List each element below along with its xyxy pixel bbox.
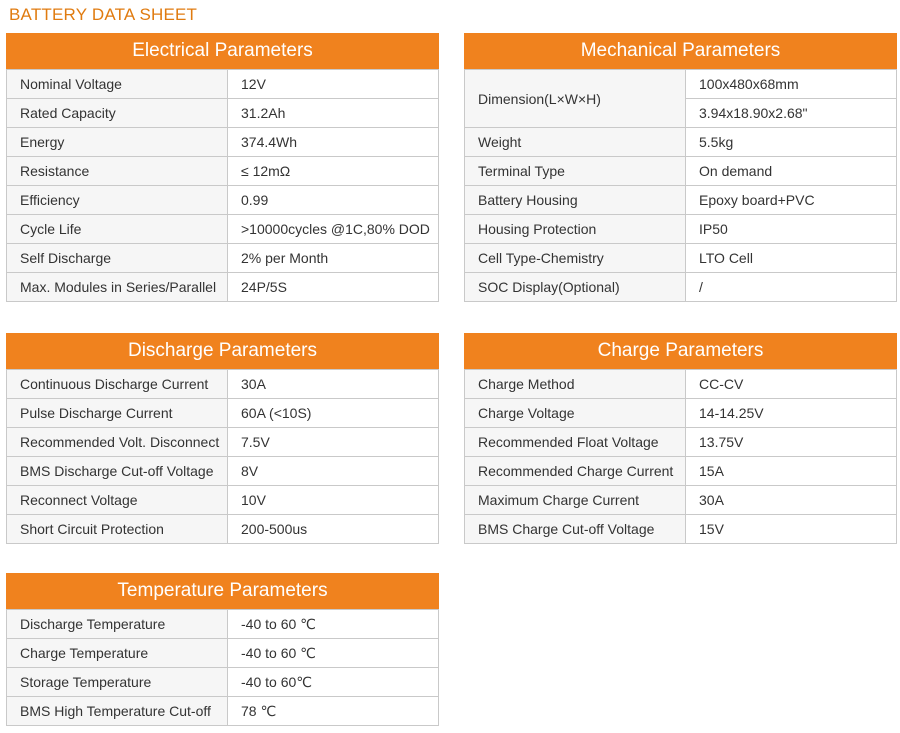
- row-value: 14-14.25V: [686, 399, 897, 428]
- row-label: Short Circuit Protection: [7, 515, 228, 544]
- row-value: 31.2Ah: [228, 99, 439, 128]
- row-value: 374.4Wh: [228, 128, 439, 157]
- row-label: Energy: [7, 128, 228, 157]
- row-value: 0.99: [228, 186, 439, 215]
- table-row: [7, 157, 439, 186]
- row-label: BMS Charge Cut-off Voltage: [465, 515, 686, 544]
- discharge-parameters-panel: [6, 333, 439, 544]
- mechanical-parameters-header: Mechanical Parameters: [464, 33, 897, 69]
- row-label: Storage Temperature: [7, 668, 228, 697]
- row-value: 15A: [686, 457, 897, 486]
- row-label: Discharge Temperature: [7, 610, 228, 639]
- table-row: [7, 273, 439, 302]
- row-label: Efficiency: [7, 186, 228, 215]
- table-row: [7, 639, 439, 668]
- table-row: [465, 399, 897, 428]
- row-label: Rated Capacity: [7, 99, 228, 128]
- row-label: Reconnect Voltage: [7, 486, 228, 515]
- table-row: [465, 273, 897, 302]
- row-label: Terminal Type: [465, 157, 686, 186]
- row-label: Max. Modules in Series/Parallel: [7, 273, 228, 302]
- row-label: Recommended Charge Current: [465, 457, 686, 486]
- row-value: 30A: [228, 370, 439, 399]
- charge-parameters-table: [464, 369, 897, 544]
- row-value: 8V: [228, 457, 439, 486]
- mechanical-parameters-panel: [464, 33, 897, 302]
- row-value: 13.75V: [686, 428, 897, 457]
- table-row: [465, 428, 897, 457]
- table-row: [7, 215, 439, 244]
- table-row: [465, 215, 897, 244]
- row-label: Dimension(L×W×H): [465, 70, 686, 128]
- row-value: 78 ℃: [228, 697, 439, 726]
- row-value: On demand: [686, 157, 897, 186]
- row-label: Recommended Float Voltage: [465, 428, 686, 457]
- row-value: -40 to 60 ℃: [228, 639, 439, 668]
- row-value: 2% per Month: [228, 244, 439, 273]
- table-row: [7, 697, 439, 726]
- row-value: ≤ 12mΩ: [228, 157, 439, 186]
- row-label: Weight: [465, 128, 686, 157]
- row-value: 5.5kg: [686, 128, 897, 157]
- row-value: 12V: [228, 70, 439, 99]
- row-value: 30A: [686, 486, 897, 515]
- row-value: 3.94x18.90x2.68": [686, 99, 897, 128]
- electrical-parameters-panel: [6, 33, 439, 302]
- mechanical-parameters-table: [464, 69, 897, 302]
- temperature-parameters-header: Temperature Parameters: [6, 573, 439, 609]
- electrical-parameters-header: Electrical Parameters: [6, 33, 439, 69]
- table-row: [7, 70, 439, 99]
- row-value: Epoxy board+PVC: [686, 186, 897, 215]
- table-row: [7, 515, 439, 544]
- row-label: Pulse Discharge Current: [7, 399, 228, 428]
- table-row: [7, 428, 439, 457]
- row-value: 60A (<10S): [228, 399, 439, 428]
- row-value: 200-500us: [228, 515, 439, 544]
- row-value: CC-CV: [686, 370, 897, 399]
- table-row: [7, 186, 439, 215]
- table-row: [465, 157, 897, 186]
- electrical-parameters-table: [6, 69, 439, 302]
- row-value: >10000cycles @1C,80% DOD: [228, 215, 439, 244]
- table-row: [465, 186, 897, 215]
- row-label: BMS High Temperature Cut-off: [7, 697, 228, 726]
- table-row: [465, 515, 897, 544]
- row-value: /: [686, 273, 897, 302]
- table-row: [7, 668, 439, 697]
- table-row: [465, 244, 897, 273]
- row-value: 100x480x68mm: [686, 70, 897, 99]
- table-row: [7, 457, 439, 486]
- row-value: 24P/5S: [228, 273, 439, 302]
- charge-parameters-header: Charge Parameters: [464, 333, 897, 369]
- row-value: -40 to 60℃: [228, 668, 439, 697]
- row-label: Charge Voltage: [465, 399, 686, 428]
- discharge-parameters-header: Discharge Parameters: [6, 333, 439, 369]
- table-row: [465, 370, 897, 399]
- row-label: Maximum Charge Current: [465, 486, 686, 515]
- table-row: [465, 457, 897, 486]
- table-row: [7, 399, 439, 428]
- discharge-parameters-table: [6, 369, 439, 544]
- row-label: Battery Housing: [465, 186, 686, 215]
- temperature-parameters-table: [6, 609, 439, 726]
- row-label: Cycle Life: [7, 215, 228, 244]
- row-value: LTO Cell: [686, 244, 897, 273]
- table-row: [465, 486, 897, 515]
- table-row: [465, 70, 897, 99]
- table-row: [7, 610, 439, 639]
- table-row: [7, 486, 439, 515]
- row-value: 10V: [228, 486, 439, 515]
- row-label: Charge Method: [465, 370, 686, 399]
- page-title: BATTERY DATA SHEET: [9, 5, 198, 24]
- charge-parameters-panel: [464, 333, 897, 544]
- row-value: 7.5V: [228, 428, 439, 457]
- row-label: BMS Discharge Cut-off Voltage: [7, 457, 228, 486]
- row-label: Continuous Discharge Current: [7, 370, 228, 399]
- row-label: Nominal Voltage: [7, 70, 228, 99]
- row-label: Cell Type-Chemistry: [465, 244, 686, 273]
- row-value: -40 to 60 ℃: [228, 610, 439, 639]
- row-label: Self Discharge: [7, 244, 228, 273]
- row-label: Recommended Volt. Disconnect: [7, 428, 228, 457]
- table-row: [7, 370, 439, 399]
- table-row: [7, 128, 439, 157]
- temperature-parameters-panel: [6, 573, 439, 726]
- table-row: [465, 128, 897, 157]
- row-label: SOC Display(Optional): [465, 273, 686, 302]
- row-label: Charge Temperature: [7, 639, 228, 668]
- row-value: 15V: [686, 515, 897, 544]
- table-row: [7, 244, 439, 273]
- table-row: [7, 99, 439, 128]
- row-label: Resistance: [7, 157, 228, 186]
- row-value: IP50: [686, 215, 897, 244]
- row-label: Housing Protection: [465, 215, 686, 244]
